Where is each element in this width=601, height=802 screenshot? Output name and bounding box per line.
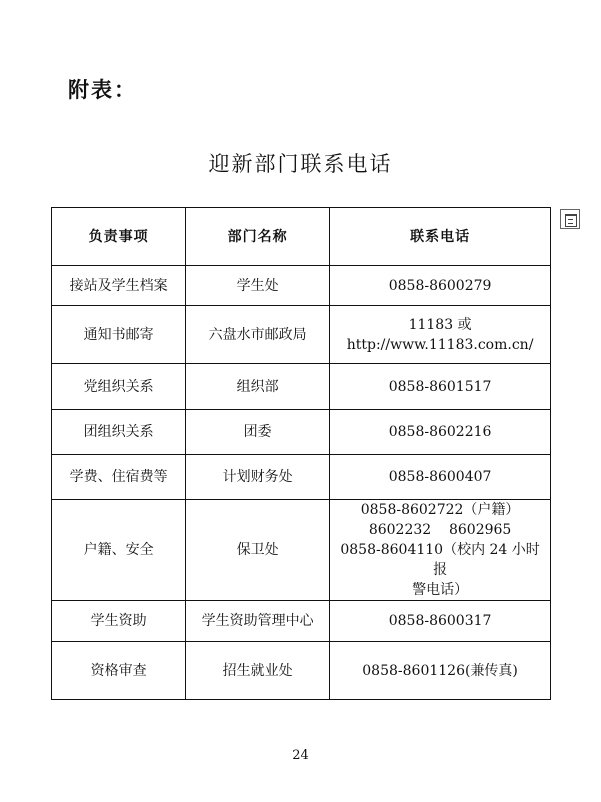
table-row	[52, 455, 551, 500]
department-cell: 六盘水市邮政局	[186, 306, 330, 364]
phone-cell: 0858-8600407	[330, 455, 551, 500]
appendix-label: 附表：	[68, 78, 137, 102]
phone-cell: 0858-8600317	[330, 601, 551, 642]
item-cell: 学生资助	[52, 601, 186, 642]
phone-line: 0858-8604110（校内 24 小时报	[340, 542, 540, 578]
department-cell: 组织部	[186, 364, 330, 410]
website-link[interactable]: http://www.11183.com.cn/	[346, 336, 534, 353]
phone-cell	[330, 306, 551, 364]
item-cell: 资格审查	[52, 642, 186, 700]
item-cell: 团组织关系	[52, 410, 186, 455]
table-row	[52, 601, 551, 642]
department-cell: 计划财务处	[186, 455, 330, 500]
item-cell: 通知书邮寄	[52, 306, 186, 364]
item-cell: 党组织关系	[52, 364, 186, 410]
department-cell: 团委	[186, 410, 330, 455]
item-cell: 户籍、安全	[52, 500, 186, 601]
table-header-row	[52, 208, 551, 266]
phone-cell: 0858-8602216	[330, 410, 551, 455]
department-cell: 学生资助管理中心	[186, 601, 330, 642]
department-cell: 保卫处	[186, 500, 330, 601]
page-number: 24	[292, 748, 309, 763]
table-row	[52, 642, 551, 700]
phone-line: 0858-8602722（户籍）	[360, 502, 520, 518]
header-item: 负责事项	[52, 208, 186, 266]
table-row	[52, 500, 551, 601]
table-row	[52, 306, 551, 364]
item-cell: 学费、住宿费等	[52, 455, 186, 500]
phone-line: 11183 或	[408, 316, 472, 333]
phone-cell: 0858-8600279	[330, 266, 551, 306]
phone-cell: 0858-8601517	[330, 364, 551, 410]
item-cell: 接站及学生档案	[52, 266, 186, 306]
phone-cell	[330, 500, 551, 601]
table-row	[52, 266, 551, 306]
outline-panel-icon[interactable]	[560, 209, 580, 229]
phone-line: 警电话）	[412, 582, 469, 598]
table-row	[52, 364, 551, 410]
header-department: 部门名称	[186, 208, 330, 266]
contacts-table	[51, 207, 551, 700]
phone-line: 8602232 8602965	[368, 522, 512, 538]
table-row	[52, 410, 551, 455]
phone-cell: 0858-8601126(兼传真)	[330, 642, 551, 700]
document-title: 迎新部门联系电话	[208, 152, 393, 176]
department-cell: 学生处	[186, 266, 330, 306]
department-cell: 招生就业处	[186, 642, 330, 700]
header-phone: 联系电话	[330, 208, 551, 266]
